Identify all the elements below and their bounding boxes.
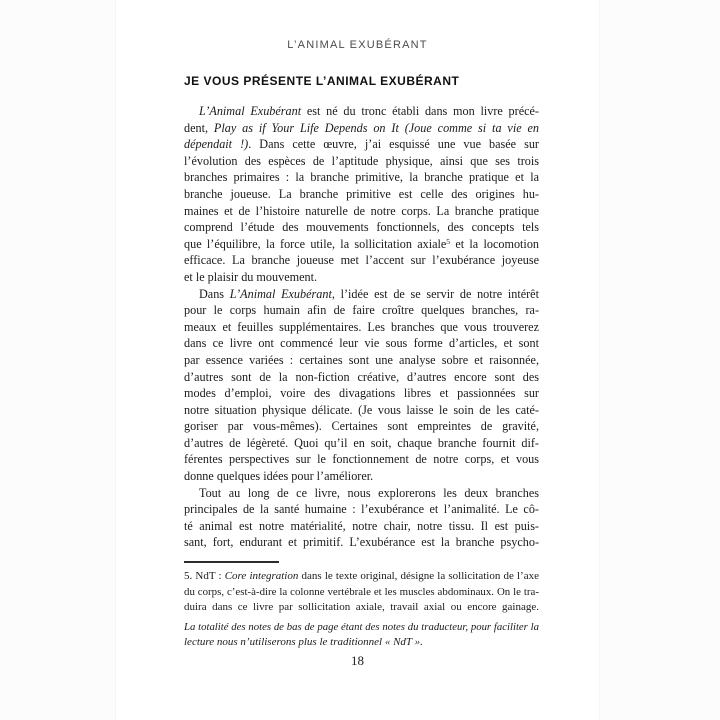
text-line: férentes perspectives sur le fonctionnement de notre corps, et vous	[184, 452, 539, 467]
book-page	[115, 0, 600, 720]
text-line: notre situation physique délicate. (Je vous laisse le soin de les caté-	[184, 402, 539, 417]
text-line: meaux et feuilles supplémentaires. Les branches que vous trouverez	[184, 319, 539, 334]
text-line: et le plaisir du mouvement.	[184, 269, 318, 284]
text-line: principales de la santé humaine : l’exubérance et l’animalité. Le cô-	[184, 502, 539, 517]
text-line: té animal est notre matérialité, notre chair, notre tissu. Il est puis-	[184, 518, 539, 533]
text-line: goriser par vous-mêmes). Certaines sont empreintes de gravité,	[184, 419, 539, 434]
text-line: dans ce livre ont commencé leur vie sous forme d’articles, et sont	[184, 336, 539, 351]
paragraph	[184, 485, 539, 551]
text-line: donne quelques idées pour l’améliorer.	[184, 469, 374, 484]
text-line: 5. NdT : Core integration dans le texte original, désigne la sollicitation de l’axe	[184, 570, 539, 582]
body-text	[184, 103, 539, 551]
text-line: dent, Play as if Your Life Depends on It (Joue comme si ta vie en	[184, 120, 539, 135]
text-line: pour le corps humain afin de faire croître quelques branches, ra-	[184, 303, 539, 318]
text-line: sant, fort, endurant et primitif. L’exubérance est la branche psycho-	[184, 535, 539, 550]
text-line: branches primaires : la branche primitive, la branche pratique et la	[184, 170, 539, 185]
text-line: L’Animal Exubérant est né du tronc établi dans mon livre précé-	[199, 104, 539, 118]
text-line: branche joueuse. La branche primitive est celle des origines hu-	[184, 186, 539, 201]
translator-note	[184, 620, 539, 650]
text-line: La totalité des notes de bas de page étant des notes du traducteur, pour faciliter la	[184, 621, 539, 633]
text-line: lecture nous n’utiliserons plus le traditionnel « NdT ».	[184, 636, 423, 649]
footnote	[184, 569, 539, 616]
section-heading: JE VOUS PRÉSENTE L’ANIMAL EXUBÉRANT	[184, 74, 460, 88]
paragraph	[184, 103, 539, 286]
text-line: modes d’emploi, voire des divagations libres et passionnées sur	[184, 386, 539, 401]
text-line: du corps, c’est-à-dire la colonne vertébrale et les muscles abdominaux. On le tra-	[184, 585, 539, 598]
text-line: d’autres sont de la non-fiction créative, d’autres encore sont des	[184, 369, 539, 384]
text-line: dépendait !). Dans cette œuvre, j’ai esquissé une vue basée sur	[184, 137, 539, 152]
text-line: par essence variées : certaines sont une analyse sobre et raisonnée,	[184, 352, 539, 367]
paragraph	[184, 620, 539, 650]
footnote-rule	[184, 561, 279, 563]
page-number: 18	[351, 653, 364, 668]
text-line: duira dans ce livre par sollicitation axiale, travail axial ou encore gainage.	[184, 601, 539, 614]
text-line: Tout au long de ce livre, nous explorerons les deux branches	[199, 485, 539, 500]
text-line: l’évolution des espèces de l’aptitude physique, ainsi que ses trois	[184, 153, 539, 168]
text-line: Dans L’Animal Exubérant, l’idée est de se servir de notre intérêt	[199, 286, 539, 301]
paragraph	[184, 286, 539, 485]
text-line: comprend l’étude des mouvements fonctionnels, des concepts tels	[184, 220, 539, 235]
paragraph	[184, 569, 539, 616]
text-line: d’autres de légèreté. Quoi qu’il en soit, chaque branche fournit dif-	[184, 435, 539, 450]
text-line: efficace. La branche joueuse met l’accent sur l’exubérance joyeuse	[184, 253, 539, 268]
text-line: maines et de l’histoire naturelle de notre corps. La branche pratique	[184, 203, 539, 218]
running-head: L’ANIMAL EXUBÉRANT	[287, 39, 428, 51]
text-line: que l’équilibre, la force utile, la sollicitation axiale$^5$ et la locomotion	[184, 236, 539, 251]
